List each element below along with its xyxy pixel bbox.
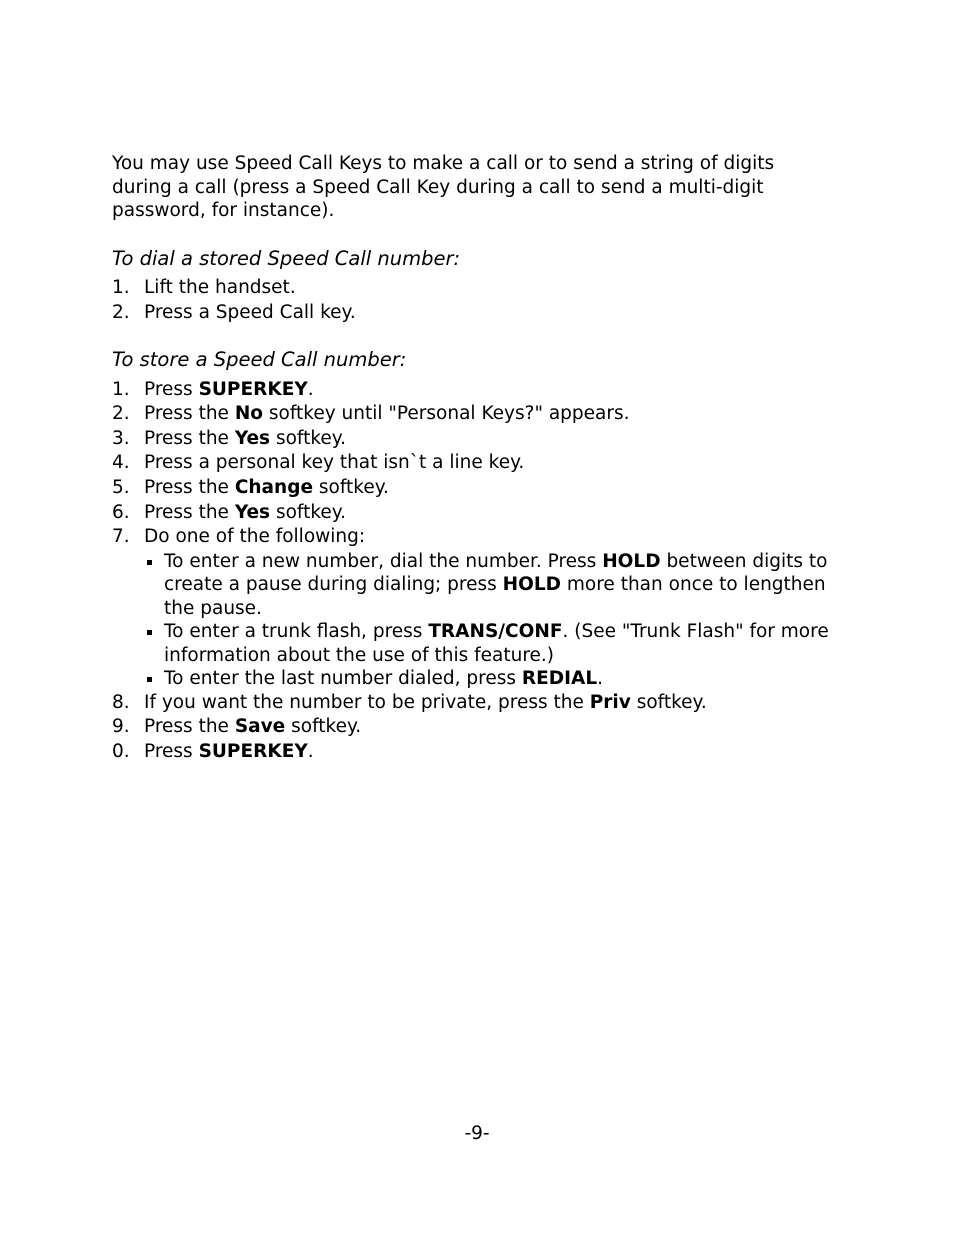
step-text: Press the	[144, 477, 235, 499]
key-name: No	[234, 403, 264, 425]
step-text: If you want the number to be private, press the	[144, 691, 590, 713]
step-number: 1.	[112, 378, 130, 400]
key-name: Yes	[234, 501, 271, 523]
option-item	[144, 667, 844, 691]
store-step	[112, 501, 852, 526]
store-steps-list-continued	[112, 691, 852, 765]
dial-steps-list	[112, 276, 852, 325]
key-name: Priv	[589, 691, 631, 713]
step-text: Press	[144, 741, 199, 763]
step-number: 1.	[112, 277, 130, 298]
step-text: .	[307, 741, 314, 763]
key-name: Save	[234, 716, 286, 738]
step-number: 0.	[112, 741, 130, 763]
key-name: Yes	[234, 427, 271, 449]
option-text: more than once to lengthen the pause.	[164, 574, 826, 619]
store-step	[112, 525, 852, 550]
key-name: REDIAL	[521, 668, 598, 690]
store-step	[112, 691, 852, 716]
key-name: Change	[234, 477, 314, 499]
step-text: Press the	[144, 403, 235, 425]
step-number: 9.	[112, 716, 130, 738]
step-number: 8.	[112, 691, 130, 713]
dial-step	[112, 301, 852, 326]
step-text: Press a Speed Call key.	[144, 301, 356, 323]
store-step	[112, 378, 852, 403]
option-item	[144, 550, 844, 621]
step-number: 3.	[112, 427, 130, 449]
option-item	[144, 620, 844, 667]
store-step	[112, 427, 852, 452]
step-text: softkey.	[270, 427, 346, 449]
step-text: softkey.	[285, 716, 362, 738]
step-number: 5.	[112, 477, 130, 499]
step-text: Press the	[144, 427, 235, 449]
page-content	[112, 152, 852, 765]
step-number: 4.	[112, 452, 130, 474]
option-text: To enter the last number dialed, press	[164, 668, 522, 690]
square-bullet-icon	[147, 677, 152, 682]
store-steps-list	[112, 378, 852, 550]
store-step	[112, 476, 852, 501]
option-text: To enter a trunk flash, press	[164, 621, 429, 643]
step-text: softkey.	[270, 501, 346, 523]
dial-section-heading: To dial a stored Speed Call number:	[112, 246, 461, 270]
dial-step	[112, 276, 852, 301]
store-section-heading: To store a Speed Call number:	[112, 348, 407, 372]
intro-paragraph: You may use Speed Call Keys to make a call or to send a string of digits during a call (press a Speed Call Key during a call to send a multi-digit password, for instance).	[112, 153, 775, 221]
store-step	[112, 402, 852, 427]
step-number: 7.	[112, 526, 130, 548]
key-name: HOLD	[502, 574, 562, 596]
square-bullet-icon	[147, 560, 152, 565]
key-name: SUPERKEY	[198, 741, 308, 763]
key-name: HOLD	[602, 550, 661, 572]
step-text: Press the	[144, 501, 235, 523]
step-text: softkey until "Personal Keys?" appears.	[263, 403, 630, 425]
step-text: Press	[144, 378, 199, 400]
option-text: between digits to create a pause during dialing; press	[164, 550, 828, 596]
step-number: 2.	[112, 301, 130, 323]
step-number: 2.	[112, 403, 130, 425]
step-text: softkey.	[630, 691, 707, 713]
options-list	[112, 550, 852, 691]
key-name: SUPERKEY	[198, 378, 308, 400]
store-step	[112, 451, 852, 476]
step-number: 6.	[112, 501, 130, 523]
option-text: To enter a new number, dial the number. Press	[164, 550, 603, 572]
store-step	[112, 740, 852, 765]
step-text: Lift the handset.	[144, 277, 296, 298]
step-text: Do one of the following:	[144, 526, 366, 548]
step-text: softkey.	[313, 477, 389, 499]
step-text: .	[307, 378, 314, 400]
square-bullet-icon	[147, 630, 152, 635]
step-text: Press the	[144, 716, 235, 738]
option-text: . (See "Trunk Flash" for more information about the use of this feature.)	[164, 621, 829, 666]
page-number: -9-	[464, 1123, 490, 1144]
store-step	[112, 715, 852, 740]
key-name: TRANS/CONF	[428, 621, 563, 643]
step-text: Press a personal key that isn`t a line key.	[144, 452, 525, 474]
option-text: .	[597, 668, 604, 690]
